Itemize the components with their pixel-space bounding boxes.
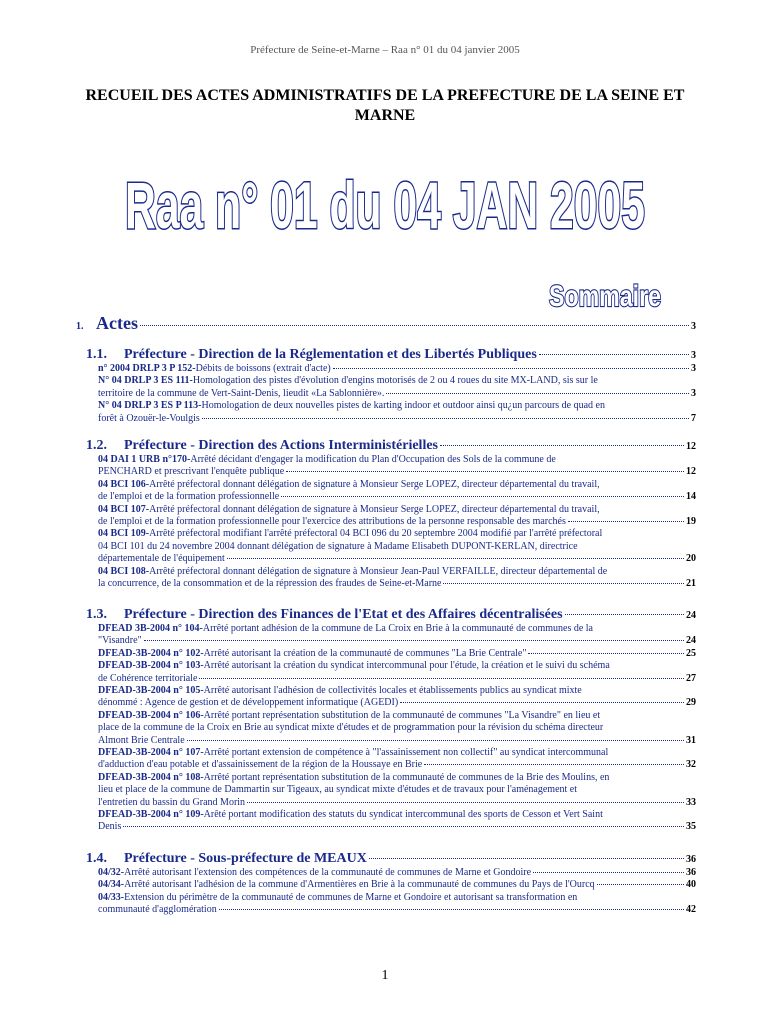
toc-actes[interactable] [76,313,696,333]
toc-entry-code: 04 BCI 107- [98,503,150,515]
leader-dots [400,702,684,703]
toc-entry[interactable] [98,772,696,809]
toc-entry-text: Arêté portant modification des statuts du syndicat intercommunal des sports de Cesson et Vert Saint [203,809,603,820]
toc-entry-text: PENCHARD et prescrivant l'enquête publique [98,466,285,478]
toc-entry-text: lieu et place de la commune de Dammartin sur Tigeaux, au syndicat mixte d'études et de travaux pour l'aménagement et [98,784,578,796]
leader-dots [219,909,684,910]
toc-section-number: 1.3. [86,607,107,622]
leader-dots [123,826,684,827]
toc-entry-code: 04 BCI 109- [98,528,150,540]
toc-entry[interactable] [98,566,696,591]
toc-section-page: 24 [686,610,696,621]
toc-entry[interactable] [98,747,696,772]
toc-entry[interactable] [98,660,696,685]
toc-entry-page: 24 [686,635,696,647]
toc-entry[interactable] [98,454,696,479]
toc-entry-text: Arrêté autorisant l'adhésion de collectivités locales et établissements publics au syndicat mixte [203,685,582,696]
toc-entry-page: 36 [686,867,696,878]
toc-section-number: 1.4. [86,851,107,866]
toc-entry-code: 04 DAI 1 URB n°170- [98,454,191,465]
page-number: 1 [381,968,389,983]
toc-entry-page: 31 [686,734,696,746]
leader-dots [187,740,684,741]
leader-dots [144,640,684,641]
toc-entry-text: Arrêté autorisant l'adhésion de la commune d'Armentières en Brie à la communauté de communes du Pays de l'Ourcq [124,879,595,891]
toc-entry[interactable] [98,400,696,425]
toc-entry[interactable] [98,685,696,710]
toc-entry-code: N° 04 DRLP 3 ES 111- [98,375,193,387]
toc-entry-code: DFEAD-3B-2004 n° 106- [98,709,204,721]
toc-entry[interactable] [98,528,696,565]
toc-entry-page: 7 [691,412,696,424]
toc-section-title: Préfecture - Direction des Actions Interministérielles [124,438,439,453]
toc-section-number: 1.2. [86,438,107,453]
toc-entry-page: 19 [686,516,696,527]
toc-entry-text: Arrêté préfectoral donnant délégation de signature à Monsieur Serge LOPEZ, directeur départemental du travail, [149,478,600,490]
toc-entry-text: Homologation de deux nouvelles pistes de karting indoor et outdoor ainsi qu¿un parcours de quad en [201,400,605,412]
toc-entry-page: 35 [686,821,696,833]
toc-entry-text: Arrêté préfectoral modifiant l'arrêté préfectoral 04 BCI 096 du 20 septembre 2004 modifié par l'arrêté préfectoral [149,528,603,540]
toc-entry-text: Arrêté portant représentation substitution de la communauté de communes de la Brie des Moulins, en [203,771,610,783]
toc-entry-code: 04 BCI 108- [98,565,150,577]
toc-entry-text: forêt à Ozouër-le-Voulgis [98,412,200,424]
toc-entry-page: 3 [691,387,696,399]
toc-entry[interactable] [98,892,696,917]
toc-entry-text: l'entretien du bassin du Grand Morin [98,796,246,808]
leader-dots [247,802,684,803]
toc-entry-code: DFEAD-3B-2004 n° 109- [98,809,204,820]
page-title: RECUEIL DES ACTES ADMINISTRATIFS DE LA PREFECTURE DE LA SEINE ET MARNE [85,87,685,124]
toc-entry-page: 27 [686,672,696,684]
toc-entry[interactable] [98,363,696,375]
toc-entry-code: n° 2004 DRLP 3 P 152- [98,363,196,374]
leader-dots [333,368,689,369]
leader-dots [539,354,689,355]
toc-entry[interactable] [98,867,696,879]
toc-entry-code: DFEAD-3B-2004 n° 108- [98,771,204,783]
toc-section-page: 12 [686,441,696,452]
toc-actes-number: 1. [76,321,84,332]
toc-entry-code: N° 04 DRLP 3 ES P 113- [98,400,202,412]
toc-entry-text: Arrêté autorisant la création de la communauté de communes "La Brie Centrale" [203,647,527,659]
toc-entry[interactable] [98,623,696,648]
leader-dots [424,764,684,765]
toc-actes-title: Actes [96,313,138,333]
toc-entry-code: 04/32- [98,867,125,878]
toc-entry-text: Arrêté portant adhésion de la commune de La Croix en Brie à la communauté de communes de la [202,623,593,634]
leader-dots [281,496,684,497]
toc-entry-text: "Visandre" [98,635,142,647]
leader-dots [533,872,684,873]
toc-entry-code: 04 BCI 106- [98,478,150,490]
toc-entry-text: d'adduction d'eau potable et d'assainissement de la région de la Houssaye en Brie [98,759,423,771]
toc-entry-page: 14 [686,491,696,503]
toc-entry-text: 04 BCI 101 du 24 novembre 2004 donnant délégation de signature à Madame Elisabeth DUPONT-KERLAN, directrice [98,540,578,552]
toc-entry-page: 20 [686,553,696,565]
leader-dots [202,418,689,419]
leader-dots [140,325,689,326]
leader-dots [286,471,684,472]
raa-banner-text: Raa n° 01 du 04 JAN 2005 [125,168,645,242]
toc-entry-text: départementale de l'équipement [98,553,225,565]
running-header: Préfecture de Seine-et-Marne – Raa n° 01 du 04 janvier 2005 [250,44,520,56]
raa-banner [0,168,770,258]
toc-entry-text: communauté d'agglomération [98,904,217,916]
toc-entry-code: 04/33- [98,891,125,903]
toc-entry-code: DFEAD-3B-2004 n° 105- [98,685,204,696]
toc-entry-code: DFEAD 3B-2004 n° 104- [98,623,203,634]
toc-entry-text: territoire de la commune de Vert-Saint-Denis, lieudit «La Sablonnière». [98,387,385,399]
toc-entry-code: DFEAD-3B-2004 n° 107- [98,747,204,758]
toc-entry-page: 21 [686,578,696,589]
toc-entry-text: de Cohérence territoriale [98,672,198,684]
toc-entry-text: Arrêté portant extension de compétence à "l'assainissement non collectif" au syndicat intercommunal [203,747,609,758]
toc-section-page: 36 [686,854,696,865]
leader-dots [199,678,684,679]
toc-entry-text: Denis [98,821,122,833]
toc-entry[interactable] [98,710,696,747]
toc-entry-page: 32 [686,759,696,771]
toc-entry-code: DFEAD-3B-2004 n° 103- [98,660,204,672]
toc-entry-page: 40 [686,879,696,891]
leader-dots [597,884,684,885]
toc-entry[interactable] [98,648,696,660]
leader-dots [386,393,689,394]
toc-entry-page: 25 [686,647,696,659]
toc-entry-page: 42 [686,904,696,916]
toc-entry-page: 29 [686,697,696,709]
leader-dots [443,583,684,584]
leader-dots [227,558,684,559]
toc-section-number: 1.1. [86,347,107,362]
leader-dots [528,653,684,654]
toc-entry-code: 04/34- [98,879,125,891]
toc-entry-text: de l'emploi et de la formation professionnelle pour l'exercice des attributions de la personne responsable des marchés [98,516,566,527]
toc-entry[interactable] [98,504,696,529]
leader-dots [369,858,684,859]
toc-entry-text: Extension du périmètre de la communauté de communes de Marne et Gondoire et autorisant sa transformation en [124,891,578,903]
toc-entry-text: Arrêté préfectoral donnant délégation de signature à Monsieur Serge LOPEZ, directeur départemental du travail, [149,503,600,515]
toc-entry-text: Débits de boissons (extrait d'acte) [195,363,331,374]
toc-entry-text: place de la commune de la Croix en Brie au syndicat mixte d'études et de programmation pour la révision du schéma directeur [98,722,604,734]
toc-entry[interactable] [98,879,696,891]
toc-entry-text: Arrêté portant représentation substitution de la communauté de communes "La Visandre" en lieu et [203,709,601,721]
toc-entry-text: Almont Brie Centrale [98,734,185,746]
toc-entry-text: Homologation des pistes d'évolution d'engins motorisés de 2 ou 4 roues du site MX-LAND, sis sur le [192,375,598,387]
toc-entry-text: la concurrence, de la consommation et de la répression des fraudes de Seine-et-Marne [98,578,442,589]
leader-dots [568,521,684,522]
toc-section-title: Préfecture - Direction des Finances de l'Etat et des Affaires décentralisées [124,607,563,622]
toc-section-title: Préfecture - Sous-préfecture de MEAUX [124,851,367,866]
toc-section-page: 3 [691,350,696,361]
toc-entry-page: 12 [686,466,696,478]
toc-entry-text: Arrêté autorisant l'extension des compétences de la communauté de communes de Marne et Gondoire [124,867,532,878]
toc-entry-text: Arrêté préfectoral donnant délégation de signature à Monsieur Jean-Paul VERFAILLE, directeur départemental de [149,565,608,577]
toc-entry-text: Arrêté autorisant la création du syndicat intercommunal pour l'étude, la création et le suivi du schéma [203,660,610,672]
toc-entry-page: 33 [686,796,696,808]
leader-dots [565,614,684,615]
toc-entry-code: DFEAD-3B-2004 n° 102- [98,647,204,659]
toc-entry[interactable] [98,809,696,834]
sommaire-heading-text: Sommaire [549,280,661,313]
toc-entry-text: Arrêté décidant d'engager la modification du Plan d'Occupation des Sols de la commune de [190,454,556,465]
toc-entry-text: de l'emploi et de la formation professionnelle [98,491,280,503]
toc-section-title: Préfecture - Direction de la Réglementation et des Libertés Publiques [124,347,537,362]
toc-entry-page: 3 [691,363,696,374]
toc-entry[interactable] [98,375,696,400]
toc-entry[interactable] [98,479,696,504]
leader-dots [440,445,684,446]
toc-entry-text: dénommé : Agence de gestion et de développement informatique (AGEDI) [98,697,399,709]
toc-actes-page: 3 [691,321,696,332]
